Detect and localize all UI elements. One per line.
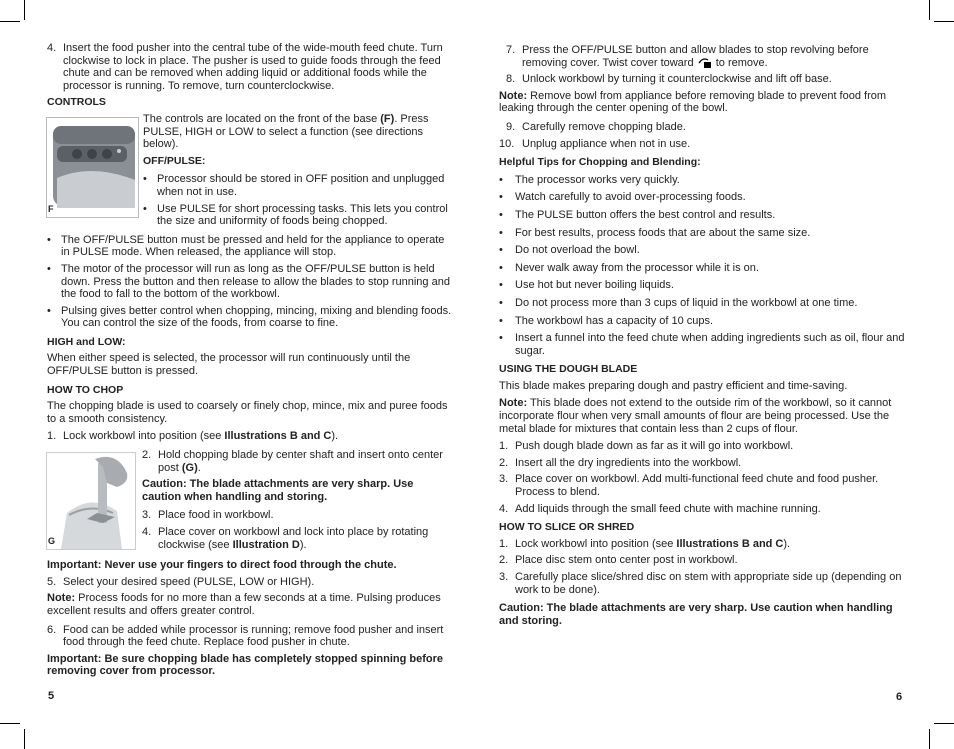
list-item: • Use PULSE for short processing tasks. This lets you control the size and uniformity of foods being chopped.: [143, 202, 448, 228]
chop-step-4: 4. Place cover on workbowl and lock into place by rotating clockwise (see Illustration D).: [142, 526, 429, 551]
crop-mark: [929, 729, 930, 749]
step-8: 8. Unlock workbowl by turning it counterclockwise and lift off base.: [506, 73, 832, 86]
caution-text: Caution: The blade attachments are very sharp. Use caution when handling and storing.: [142, 478, 414, 503]
crop-mark: [0, 723, 20, 724]
right-page: [499, 44, 909, 627]
list-item: • Pulsing gives better control when chopping, mincing, mixing and blending foods. You can control the size of the foods, from coarse to fine.: [47, 304, 452, 330]
list-item: • The OFF/PULSE button must be pressed and held for the appliance to operate in PULSE mode. When released, the appliance will stop.: [47, 233, 445, 259]
step-4: 4. Insert the food pusher into the central tube of the wide-mouth feed chute. Turn clockwise to lock in place. The pusher is used to guide foods through the feed chute and can be removed when adding liquid or additional foods while the processor is running. To remove, turn counterclockwise.: [47, 42, 443, 92]
offpulse-heading: OFF/PULSE:: [143, 154, 206, 167]
list-item: • Insert a funnel into the feed chute when adding ingredients such as oil, flour and sugar.: [499, 332, 905, 357]
list-item: • The processor works very quickly.: [499, 173, 680, 186]
dough-step: 1. Push dough blade down as far as it will go into workbowl.: [499, 440, 794, 453]
list-item: • Processor should be stored in OFF position and unplugged when not in use.: [143, 173, 445, 198]
chop-step-1: 1. Lock workbowl into position (see Illustrations B and C).: [47, 430, 339, 443]
crop-mark: [0, 21, 20, 22]
step-7: 7. Press the OFF/PULSE button and allow blades to stop revolving before removing cover. Twist cover toward to remove.: [506, 44, 869, 69]
important-text: Important: Be sure chopping blade has completely stopped spinning before removing cover from processor.: [47, 652, 444, 678]
food-processor-controls-image: [47, 118, 138, 217]
dough-step: 3. Place cover on workbowl. Add multi-functional feed chute and food pusher. Process to blend.: [499, 473, 879, 499]
note-text: Note: This blade does not extend to the outside rim of the workbowl, so it cannot incorporate flour when very small amounts of flour are being processed. Use the metal blade for mixtures that contain less than 2 cups of flour.: [499, 397, 892, 435]
tips-heading: Helpful Tips for Chopping and Blending:: [499, 156, 701, 169]
figure-label: G: [48, 536, 56, 547]
list-item: • Never walk away from the processor while it is on.: [499, 261, 759, 274]
chopping-blade-image: [47, 453, 135, 549]
chop-step-3: 3. Place food in workbowl.: [142, 509, 274, 522]
slice-step-3: 3. Carefully place slice/shred disc on stem with appropriate side up (depending on work to be done).: [499, 571, 902, 596]
chop-text: The chopping blade is used to coarsely or finely chop, mince, mix and puree foods to a smooth consistency.: [47, 400, 448, 425]
list-item: • The motor of the processor will run as long as the OFF/PULSE button is held down. Press the button and then release to allow the blades to stop running and the food to fall to the bottom of the workbowl.: [47, 262, 450, 301]
list-item: • For best results, process foods that are about the same size.: [499, 226, 811, 239]
crop-mark: [929, 0, 930, 20]
dough-step: 2. Insert all the dry ingredients into the workbowl.: [499, 456, 742, 469]
step-10: 10. Unplug appliance when not in use.: [499, 137, 691, 150]
list-item: • Watch carefully to avoid over-processing foods.: [499, 191, 746, 204]
note-text: Note: Process foods for no more than a few seconds at a time. Pulsing produces excellent results and offers greater control.: [47, 592, 441, 617]
dough-step: 4. Add liquids through the small feed chute with machine running.: [499, 502, 821, 515]
crop-mark: [24, 729, 25, 749]
illustration-g: [46, 452, 136, 550]
list-item: • The workbowl has a capacity of 10 cups.: [499, 314, 714, 327]
step-9: 9. Carefully remove chopping blade.: [506, 120, 686, 133]
dough-text: This blade makes preparing dough and pastry efficient and time-saving.: [499, 379, 848, 392]
list-item: • Use hot but never boiling liquids.: [499, 279, 674, 292]
list-item: • Do not overload the bowl.: [499, 244, 640, 257]
highlow-heading: HIGH and LOW:: [47, 335, 126, 348]
page-number: 6: [896, 691, 903, 703]
slice-step-1: 1. Lock workbowl into position (see Illustrations B and C).: [499, 537, 791, 550]
important-text: Important: Never use your fingers to direct food through the chute.: [47, 559, 397, 572]
slice-step-2: 2. Place disc stem onto center post in workbowl.: [499, 554, 738, 567]
note-text: Note: Remove bowl from appliance before removing blade to prevent food from leaking through the center opening of the bowl.: [499, 89, 887, 115]
illustration-f: [46, 117, 139, 218]
chop-heading: HOW TO CHOP: [47, 383, 124, 396]
figure-label: F: [48, 204, 54, 215]
chop-step-6: 6. Food can be added while processor is running; remove food pusher and insert food through the feed chute. Replace food pusher in chute.: [47, 623, 444, 649]
chop-step-5: 5. Select your desired speed (PULSE, LOW or HIGH).: [47, 575, 315, 588]
twist-cover-icon: [697, 57, 713, 68]
chop-step-2: 2. Hold chopping blade by center shaft and insert onto center post (G).: [142, 449, 443, 474]
dough-heading: USING THE DOUGH BLADE: [499, 363, 638, 376]
slice-heading: HOW TO SLICE OR SHRED: [499, 521, 635, 534]
crop-mark: [24, 0, 25, 20]
controls-text: The controls are located on the front of the base (F). Press PULSE, HIGH or LOW to select a function (see directions below).: [143, 112, 429, 151]
page-number: 5: [48, 690, 55, 702]
highlow-text: When either speed is selected, the processor will run continuously until the OFF/PULSE button is pressed.: [47, 352, 411, 378]
crop-mark: [934, 723, 954, 724]
list-item: • The PULSE button offers the best control and results.: [499, 208, 776, 221]
caution-text: Caution: The blade attachments are very sharp. Use caution when handling and storing.: [499, 602, 893, 627]
list-item: • Do not process more than 3 cups of liquid in the workbowl at one time.: [499, 296, 858, 309]
controls-heading: CONTROLS: [47, 96, 106, 109]
crop-mark: [934, 21, 954, 22]
